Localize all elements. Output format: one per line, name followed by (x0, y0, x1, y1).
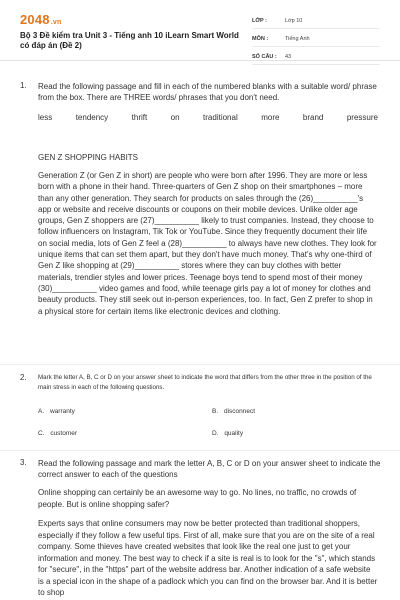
word-box-item: tendency (75, 113, 109, 122)
question-3-number: 3. (20, 458, 27, 467)
question-3-instruction: Read the following passage and mark the letter A, B, C or D on your answer sheet to indicate the correct answer to each of the questions (38, 459, 381, 479)
questions-label: SỐ CÂU : (252, 54, 277, 60)
word-box-item: traditional (203, 113, 238, 122)
section-divider (0, 450, 400, 451)
class-label: LỚP : (252, 18, 267, 24)
meta-row-questions (252, 50, 380, 65)
section-divider (0, 364, 400, 365)
option-text: customer (50, 430, 78, 437)
option-b[interactable] (212, 408, 255, 415)
option-text: warranty (49, 408, 75, 415)
word-box (38, 113, 378, 122)
meta-panel (252, 14, 380, 68)
document-header (0, 0, 400, 61)
logo-suffix: .vn (50, 19, 62, 26)
subject-label: MÔN : (252, 36, 269, 42)
class-value: Lớp 10 (285, 18, 303, 24)
question-3-paragraph-1: Online shopping can certainly be an awesome way to go. No lines, no traffic, no crowds of people. But is online shopping safer? (38, 488, 357, 509)
word-box-item: brand (302, 113, 324, 122)
option-c[interactable] (38, 430, 77, 437)
option-letter: C. (38, 430, 45, 437)
subject-value: Tiếng Anh (285, 36, 310, 42)
question-1-instruction: Read the following passage and fill in each of the numbered blanks with a suitable word/ phrase from the box. There are THREE words/ phrases that you don't need. (38, 82, 377, 102)
meta-row-subject (252, 32, 380, 47)
option-letter: D. (212, 430, 219, 437)
option-letter: B. (212, 408, 219, 415)
question-2-instruction: Mark the letter A, B, C or D on your answer sheet to indicate the word that differs from the other three in the position of the main stress in each of the following questions. (38, 374, 372, 391)
option-text: disconnect (223, 408, 256, 415)
word-box-item: more (261, 113, 280, 122)
word-box-item: pressure (346, 113, 378, 122)
option-text: quality (224, 430, 244, 437)
word-box-item: thrift (131, 113, 148, 122)
question-3-paragraph-2: Experts says that online consumers may now be better protected than traditional shoppers, especially if they follow a few useful tips. First of all, make sure that you are on the site of a real company. Some thieves have created websites that look like the real one just to get your information and money. The best way to check if a site is real is to look for the "s", which stands for "secure", in the "https" part of the website address bar. Another indication of a safe website is a special icon in the shape of a padlock which you can find on the browser bar. And it is better to shop (38, 519, 378, 597)
passage-text: Generation Z (or Gen Z in short) are people who were born after 1996. They are more or less born with a phone in their hand. Three-quarters of Gen Z shop on their smartphones – more than any other generation. They search for products on sales through the (26)__________'s app or website and receive discounts or coupons on their mobile devices. Unlike older age groups, Gen Z shoppers are (27)__________ likely to trust companies. Instead, they choose to follow influencers on Instagram, Tik Tok or YouTube. Since they frequently document their life on social media, lots of Gen Z feel a (28)__________ to always have new clothes. They look for unique items that can set them apart, but they don't have much money. That's why one-third of Gen Z like shopping at (29)__________ stores where they can buy clothes with better materials, trendier styles and lower prices. Teenage boys tend to spend most of their money (30)__________ video games and food, while teenage girls pay a lot of money for clothes and beauty products. They still seek out in-person experiences, too. In fact, Gen Z prefer to shop in a physical store for certain items like electronic devices and clothing. (38, 171, 377, 316)
question-1-number: 1. (20, 81, 27, 90)
option-a[interactable] (38, 408, 75, 415)
word-box-item: less (38, 113, 53, 122)
meta-row-class (252, 14, 380, 29)
option-letter: A. (38, 408, 45, 415)
option-d[interactable] (212, 430, 243, 437)
site-logo[interactable] (20, 12, 61, 27)
document-title: Bộ 3 Đề kiểm tra Unit 3 - Tiếng anh 10 iLearn Smart World có đáp án (Đề 2) (20, 31, 239, 50)
word-box-item: on (170, 113, 180, 122)
logo-main: 2048 (20, 12, 50, 27)
passage-title: GEN Z SHOPPING HABITS (38, 153, 139, 162)
questions-value: 43 (285, 54, 292, 60)
question-2-number: 2. (20, 373, 27, 382)
